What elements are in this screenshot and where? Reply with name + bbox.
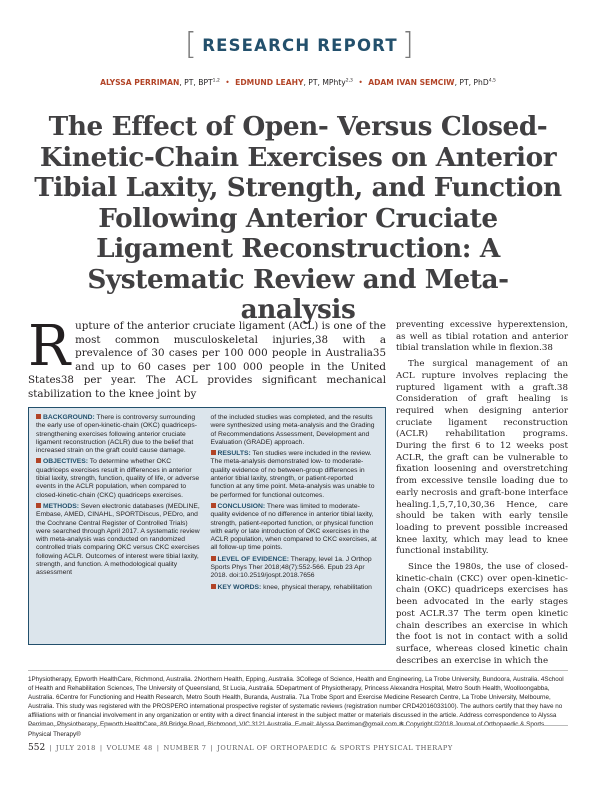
author-separator: • bbox=[225, 78, 230, 87]
body-column-right bbox=[396, 320, 568, 667]
section-label: RESEARCH REPORT bbox=[202, 36, 398, 55]
author-name: ALYSSA PERRIMAN bbox=[100, 78, 180, 87]
abstract-section bbox=[36, 414, 204, 455]
bracket-left: [ bbox=[185, 27, 197, 62]
footer-volume: VOLUME 48 bbox=[106, 744, 153, 752]
footer-separator: | bbox=[210, 744, 214, 752]
abstract-column-left bbox=[36, 414, 204, 640]
abstract-heading: RESULTS: bbox=[217, 450, 251, 458]
bullet-square-icon bbox=[211, 503, 216, 508]
abstract-heading: OBJECTIVES: bbox=[43, 458, 89, 466]
author-credentials: , PT, BPT bbox=[179, 78, 213, 87]
author-affiliation: 2,3 bbox=[345, 78, 353, 84]
footer-divider bbox=[28, 725, 568, 726]
abstract-text: Therapy, level 1a. J Orthop Sports Phys Ther 2018;48(7):552-566. Epub 23 Apr 2018. doi:10.2519/jospt.2018.7656 bbox=[210, 555, 372, 580]
author-credentials: , PT, MPhty bbox=[303, 78, 346, 87]
author-affiliation: 4,5 bbox=[488, 78, 496, 84]
bullet-square-icon bbox=[36, 414, 41, 419]
abstract-section bbox=[211, 584, 379, 592]
author-credentials: , PT, PhD bbox=[454, 78, 489, 87]
abstract-section bbox=[36, 503, 204, 578]
section-header bbox=[0, 27, 596, 62]
footer-date: JULY 2018 bbox=[55, 744, 96, 752]
abstract-heading: METHODS: bbox=[43, 502, 79, 510]
footer-separator: | bbox=[99, 744, 103, 752]
abstract-heading: BACKGROUND: bbox=[43, 414, 95, 421]
author-name: ADAM IVAN SEMCIW bbox=[368, 78, 455, 87]
footnote-divider bbox=[28, 670, 568, 671]
page-footer bbox=[28, 743, 568, 753]
bullet-square-icon bbox=[211, 450, 216, 455]
abstract-text: knee, physical therapy, rehabilitation bbox=[261, 583, 372, 591]
abstract-text: Ten studies were included in the review. The meta-analysis demonstrated low- to moderate-quality evidence of no between-group differences in anterior tibial laxity, strength, or patient-reported function at any time point. Meta-analysis was unable to be performed for functional outcomes. bbox=[210, 450, 375, 499]
footer-journal: JOURNAL OF ORTHOPAEDIC & SPORTS PHYSICAL THERAPY bbox=[217, 744, 453, 752]
abstract-box bbox=[28, 407, 386, 645]
bullet-square-icon bbox=[211, 584, 216, 589]
footer-number: NUMBER 7 bbox=[163, 744, 207, 752]
author-separator: • bbox=[358, 78, 363, 87]
abstract-heading: KEY WORDS: bbox=[217, 583, 262, 591]
abstract-text: Seven electronic databases (MEDLINE, Embase, AMED, CINAHL, SPORTDiscus, PEDro, and the Cochrane Central Register of Controlled Trials) were searched through April 2017. A systematic review with meta-analysis was conducted on randomized controlled trials comparing OKC versus CKC exercises following ACLR. Outcomes of interest were tibial laxity, strength, and function. A methodological quality assessment bbox=[36, 502, 200, 577]
footer-separator: | bbox=[156, 744, 160, 752]
abstract-section bbox=[211, 556, 379, 581]
intro-text: upture of the anterior cruciate ligament (ACL) is one of the most common musculoskeletal injuries,38 with a prevalence of 30 cases per 100 000 people in Australia35 and up to 60 cases per 100 000 people in the United States38 per year. The ACL provides significant mechanical stabilization to the knee joint by bbox=[28, 320, 386, 400]
bullet-square-icon bbox=[211, 556, 216, 561]
author-list bbox=[0, 78, 596, 87]
drop-cap: R bbox=[28, 314, 71, 379]
abstract-section bbox=[211, 503, 379, 553]
body-paragraph: The surgical management of an ACL rupture involves replacing the ruptured ligament with a graft.38 Consideration of graft healing is required when designing anterior cruciate ligament reconstruction (ACLR) rehabilitation programs. During the first 6 to 12 weeks post ACLR, the graft can be vulnerable to fixation loosening and overstretching from excessive tensile loading due to early necrosis and graft-bone interface healing.1,5,7,10,30,36 Hence, care should be taken with early tensile loading to prevent possible increased knee laxity, which may lead to knee functional instability. bbox=[396, 359, 568, 557]
abstract-section bbox=[36, 458, 204, 499]
abstract-section bbox=[211, 450, 379, 500]
affiliation-footnote: 1Physiotherapy, Epworth HealthCare, Richmond, Australia. 2Northern Health, Epping, Australia. 3College of Science, Health and Engineering, La Trobe University, Bundoora, Australia. 4School of Health and Rehabilitation Sciences, The University of Queensland, St Lucia, Australia. 5Department of Physiotherapy, Princess Alexandra Hospital, Metro South Health, Woolloongabba, Australia. 6Centre for Functioning and Health Research, Metro South Health, Buranda, Australia. 7La Trobe Sport and Exercise Medicine Research Centre, La Trobe University, Melbourne, Australia. This study was registered with the PROSPERO international prospective register of systematic reviews (registration number CRD42016033100). The authors certify that they have no affiliations with or financial involvement in any organization or entity with a direct financial interest in the subject matter or materials discussed in the article. Address correspondence to Alyssa Physical Therapy® bbox=[28, 676, 564, 738]
abstract-continuation: of the included studies was completed, and the results were synthesized using meta-analysis and the Grading of Recommendations Assessment, Development and Evaluation (GRADE) approach. bbox=[210, 414, 375, 446]
body-paragraph: preventing excessive hyperextension, as well as tibial rotation and anterior tibial translation while in flexion.38 bbox=[396, 320, 568, 354]
author-affiliation: 1,2 bbox=[212, 78, 220, 84]
intro-paragraph bbox=[28, 314, 386, 401]
abstract-text: There was limited to moderate-quality evidence of no difference in anterior tibial laxity, strength, patient-reported function, or physical function with early or late introduction of OKC exercises in the ACLR population, when compared to CKC exercises, at all follow-up time points. bbox=[210, 502, 377, 552]
abstract-text: There is controversy surrounding the early use of open-kinetic-chain (OKC) quadriceps-strengthening exercises following anterior cruciate ligament reconstruction (ACLR) due to the belief that increased strain on the graft could cause damage. bbox=[36, 414, 197, 455]
author-name: EDMUND LEAHY bbox=[235, 78, 304, 87]
bullet-square-icon bbox=[36, 503, 41, 508]
abstract-heading: LEVEL OF EVIDENCE: bbox=[217, 555, 290, 563]
article-title: The Effect of Open- Versus Closed-Kinetic-Chain Exercises on Anterior Tibial Laxity, Strength, and Function Following Anterior Cruciate Ligament Reconstruction: A Systematic Review and Meta-analysis bbox=[34, 111, 562, 325]
bullet-square-icon bbox=[36, 458, 41, 463]
abstract-text: To determine whether OKC quadriceps exercises result in differences in anterior tibial laxity, strength, function, quality of life, or adverse events in the ACLR population, when compared to closed-kinetic-chain (CKC) quadriceps exercises. bbox=[36, 458, 200, 499]
bracket-right: ] bbox=[402, 27, 414, 62]
abstract-column-right bbox=[211, 414, 379, 640]
body-paragraph: Since the 1980s, the use of closed-kinetic-chain (CKC) over open-kinetic-chain (OKC) quadriceps exercises has been advocated in the early stages post ACLR.37 The term open kinetic chain describes an exercise in which the foot is not in contact with a solid surface, whereas closed kinetic chain describes an exercise in which the bbox=[396, 562, 568, 666]
footer-separator: | bbox=[49, 744, 52, 752]
page-number: 552 bbox=[28, 743, 46, 753]
abstract-heading: CONCLUSION: bbox=[217, 502, 266, 510]
